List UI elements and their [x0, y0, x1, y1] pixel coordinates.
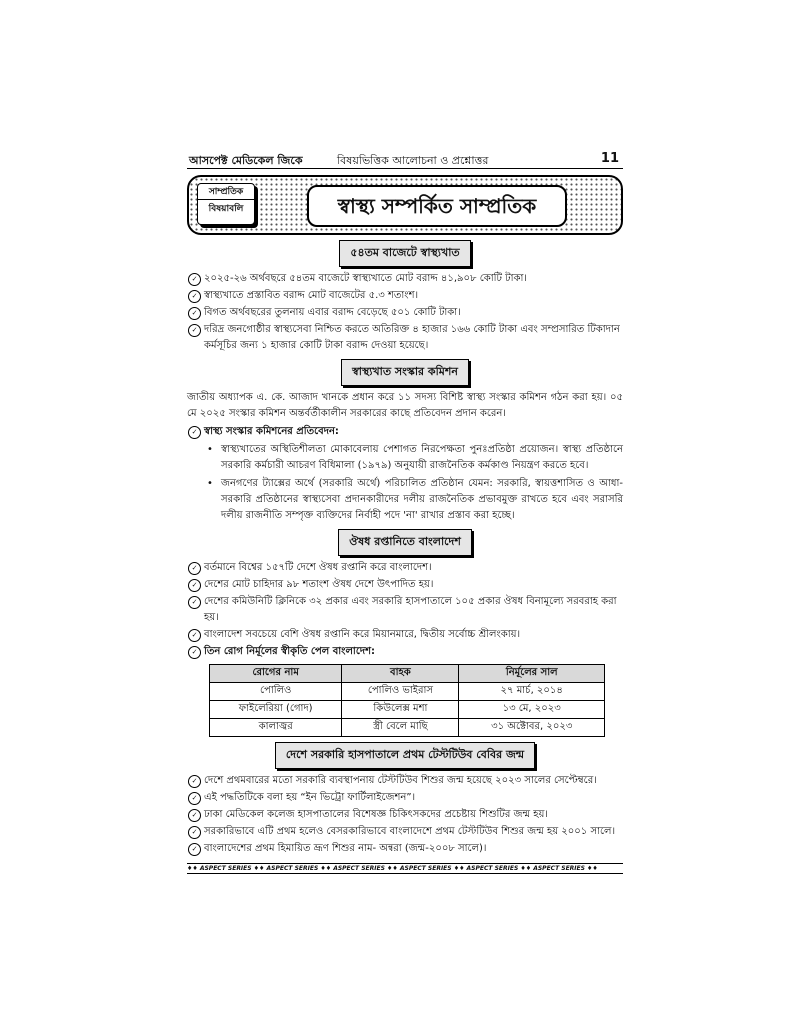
topic-tag: [197, 183, 255, 225]
list-item: ✓ বাংলাদেশ সবচেয়ে বেশি ঔষধ রপ্তানি করে মিয়ানমারে, দ্বিতীয় সর্বোচ্চ শ্রীলংকায়।: [187, 627, 623, 643]
series-footer: ♦♦ ASPECT SERIES ♦♦ ASPECT SERIES ♦♦ ASPECT SERIES ♦♦ ASPECT SERIES ♦♦ ASPECT SERIES ♦♦ ASPECT SERIES ♦♦: [187, 863, 623, 874]
check-circle-icon: ✓: [188, 843, 201, 856]
check-circle-icon: ✓: [188, 290, 201, 303]
table-cell: ২৭ মার্চ, ২০১৪: [459, 683, 605, 701]
list-item: ✓ দেশে প্রথমবারের মতো সরকারি ব্যবস্থাপনায় টেস্টটিউব শিশুর জন্ম হয়েছে ২০২৩ সালের সেপ্টেম্বরে।: [187, 773, 623, 789]
list-item: ✓ দরিদ্র জনগোষ্ঠীর স্বাস্থ্যসেবা নিশ্চিত করতে অতিরিক্ত ৪ হাজার ১৬৬ কোটি টাকা এবং সম্প্রসারিত টিকাদান কর্মসূচির জন্য ১ হাজার কোটি টাকা বরাদ্দ দেওয়া হয়েছে।: [187, 322, 623, 354]
chapter-banner: [187, 175, 623, 235]
table-cell: স্ত্রী বেলে মাছি: [342, 719, 459, 737]
check-circle-icon: ✓: [188, 775, 201, 788]
header-chapter: বিষয়ভিত্তিক আলোচনা ও প্রশ্নোত্তর: [337, 154, 489, 167]
check-circle-icon: ✓: [188, 629, 201, 642]
table-cell: কালাজ্বর: [210, 719, 342, 737]
check-circle-icon: ✓: [188, 579, 201, 592]
table-row: [210, 683, 605, 701]
list-item: ✓ এই পদ্ধতিটিকে বলা হয় “ইন ভিট্রো ফার্টিলাইজেশন”।: [187, 790, 623, 806]
list-item: ✓ বর্তমানে বিশ্বের ১৫৭টি দেশে ঔষধ রপ্তানি করে বাংলাদেশ।: [187, 560, 623, 576]
section-heading-reform: স্বাস্থ্যখাত সংস্কার কমিশন: [187, 359, 623, 386]
bullet-icon: •: [207, 478, 213, 489]
table-heading: ✓ তিন রোগ নির্মূলের স্বীকৃতি পেল বাংলাদেশ:: [187, 644, 623, 660]
header-book-title: আসপেক্ট মেডিকেল জিকে: [189, 154, 303, 167]
section-heading-budget: ৫৪তম বাজেটে স্বাস্থ্যখাত: [187, 240, 623, 267]
check-circle-icon: ✓: [188, 324, 201, 337]
bullet-item: • জনগণের ট্যাক্সের অর্থে (সরকারি অর্থে) পরিচালিত প্রতিষ্ঠান যেমন: সরকারি, স্বায়ত্তশাসিত ও আধা-সরকারি প্রতিষ্ঠানের স্বাস্থ্যসেবা প্রদানকারীদের দলীয় রাজনৈতিক প্রভাবমুক্ত রাখতে হবে এবং সরাসরি দলীয় রাজনীতি সম্পৃক্ত ব্যক্তিদের নির্বাহী পদে 'না' রাখার প্রস্তাব করা হচ্ছে।: [207, 478, 623, 521]
check-circle-icon: ✓: [188, 426, 201, 439]
table-header-row: [210, 665, 605, 683]
table-cell: কিউলেক্স মশা: [342, 701, 459, 719]
list-item: ✓ বিগত অর্থবছরের তুলনায় এবার বরাদ্দ বেড়েছে ৫০১ কোটি টাকা।: [187, 305, 623, 321]
check-circle-icon: ✓: [188, 273, 201, 286]
table-cell: পোলিও ভাইরাস: [342, 683, 459, 701]
check-circle-icon: ✓: [188, 792, 201, 805]
page-number: 11: [600, 151, 619, 166]
list-item: ✓ দেশের কমিউনিটি ক্লিনিকে ৩২ প্রকার এবং সরকারি হাসপাতালে ১০৫ প্রকার ঔষধ বিনামূল্যে সরবরাহ করা হয়।: [187, 594, 623, 626]
report-heading: ✓ স্বাস্থ্য সংস্কার কমিশনের প্রতিবেদন:: [187, 424, 623, 440]
column-header: বাহক: [342, 665, 459, 683]
section-heading-test-tube-baby: দেশে সরকারি হাসপাতালে প্রথম টেস্টটিউব বেবির জন্ম: [187, 742, 623, 769]
list-item: ✓ বাংলাদেশের প্রথম হিমায়িত ভ্রূণ শিশুর নাম- অন্বরা (জন্ম-২০০৮ সালে)।: [187, 841, 623, 857]
check-circle-icon: ✓: [188, 809, 201, 822]
table-row: [210, 719, 605, 737]
column-header: রোগের নাম: [210, 665, 342, 683]
table-cell: পোলিও: [210, 683, 342, 701]
check-circle-icon: ✓: [188, 307, 201, 320]
table-cell: ৩১ অক্টোবর, ২০২৩: [459, 719, 605, 737]
list-item: ✓ ঢাকা মেডিকেল কলেজ হাসপাতালের বিশেষজ্ঞ চিকিৎসকদের প্রচেষ্টায় শিশুটির জন্ম হয়।: [187, 807, 623, 823]
section-heading-medicine-export: ঔষধ রপ্তানিতে বাংলাদেশ: [187, 529, 623, 556]
column-header: নির্মূলের সাল: [459, 665, 605, 683]
check-circle-icon: ✓: [188, 596, 201, 609]
topic-tag-line1: সাম্প্রতিক: [198, 186, 254, 200]
list-item: ✓ দেশের মোট চাহিদার ৯৮ শতাংশ ঔষধ দেশে উৎপাদিত হয়।: [187, 577, 623, 593]
list-item: ✓ স্বাস্থ্যখাতে প্রস্তাবিত বরাদ্দ মোট বাজেটের ৫.৩ শতাংশ।: [187, 288, 623, 304]
disease-elimination-table: [209, 664, 605, 737]
table-cell: ১৩ মে, ২০২৩: [459, 701, 605, 719]
table-row: [210, 701, 605, 719]
bullet-item: • স্বাস্থ্যখাতের অস্থিতিশীলতা মোকাবেলায় পেশাগত নিরপেক্ষতা পুনঃপ্রতিষ্ঠা প্রয়োজন। স্বাস্থ্য প্রতিষ্ঠানে সরকারি কর্মচারী আচরণ বিধিমালা (১৯৭৯) অনুযায়ী রাজনৈতিক কর্মকাণ্ড নিয়ন্ত্রণ করতে হবে।: [207, 444, 623, 471]
chapter-title: স্বাস্থ্য সম্পর্কিত সাম্প্রতিক: [307, 185, 567, 227]
page: [187, 150, 623, 872]
check-circle-icon: ✓: [188, 562, 201, 575]
reform-intro: জাতীয় অধ্যাপক এ. কে. আজাদ খানকে প্রধান করে ১১ সদস্য বিশিষ্ট স্বাস্থ্য সংস্কার কমিশন গঠন করা হয়। ০৫ মে ২০২৫ সংস্কার কমিশন অন্তর্বর্তীকালীন সরকারের কাছে প্রতিবেদন প্রদান করেন।: [187, 392, 623, 419]
running-header: [187, 150, 623, 169]
check-circle-icon: ✓: [188, 826, 201, 839]
check-circle-icon: ✓: [188, 646, 201, 659]
topic-tag-line2: বিষয়াবলি: [208, 204, 244, 214]
list-item: ✓ ২০২৫-২৬ অর্থবছরে ৫৪তম বাজেটে স্বাস্থ্যখাতে মোট বরাদ্দ ৪১,৯০৮ কোটি টাকা।: [187, 271, 623, 287]
list-item: ✓ সরকারিভাবে এটি প্রথম হলেও বেসরকারিভাবে বাংলাদেশে প্রথম টেস্টটিউব শিশুর জন্ম হয় ২০০১ সালে।: [187, 824, 623, 840]
table-cell: ফাইলেরিয়া (গোদ): [210, 701, 342, 719]
bullet-icon: •: [207, 444, 213, 455]
